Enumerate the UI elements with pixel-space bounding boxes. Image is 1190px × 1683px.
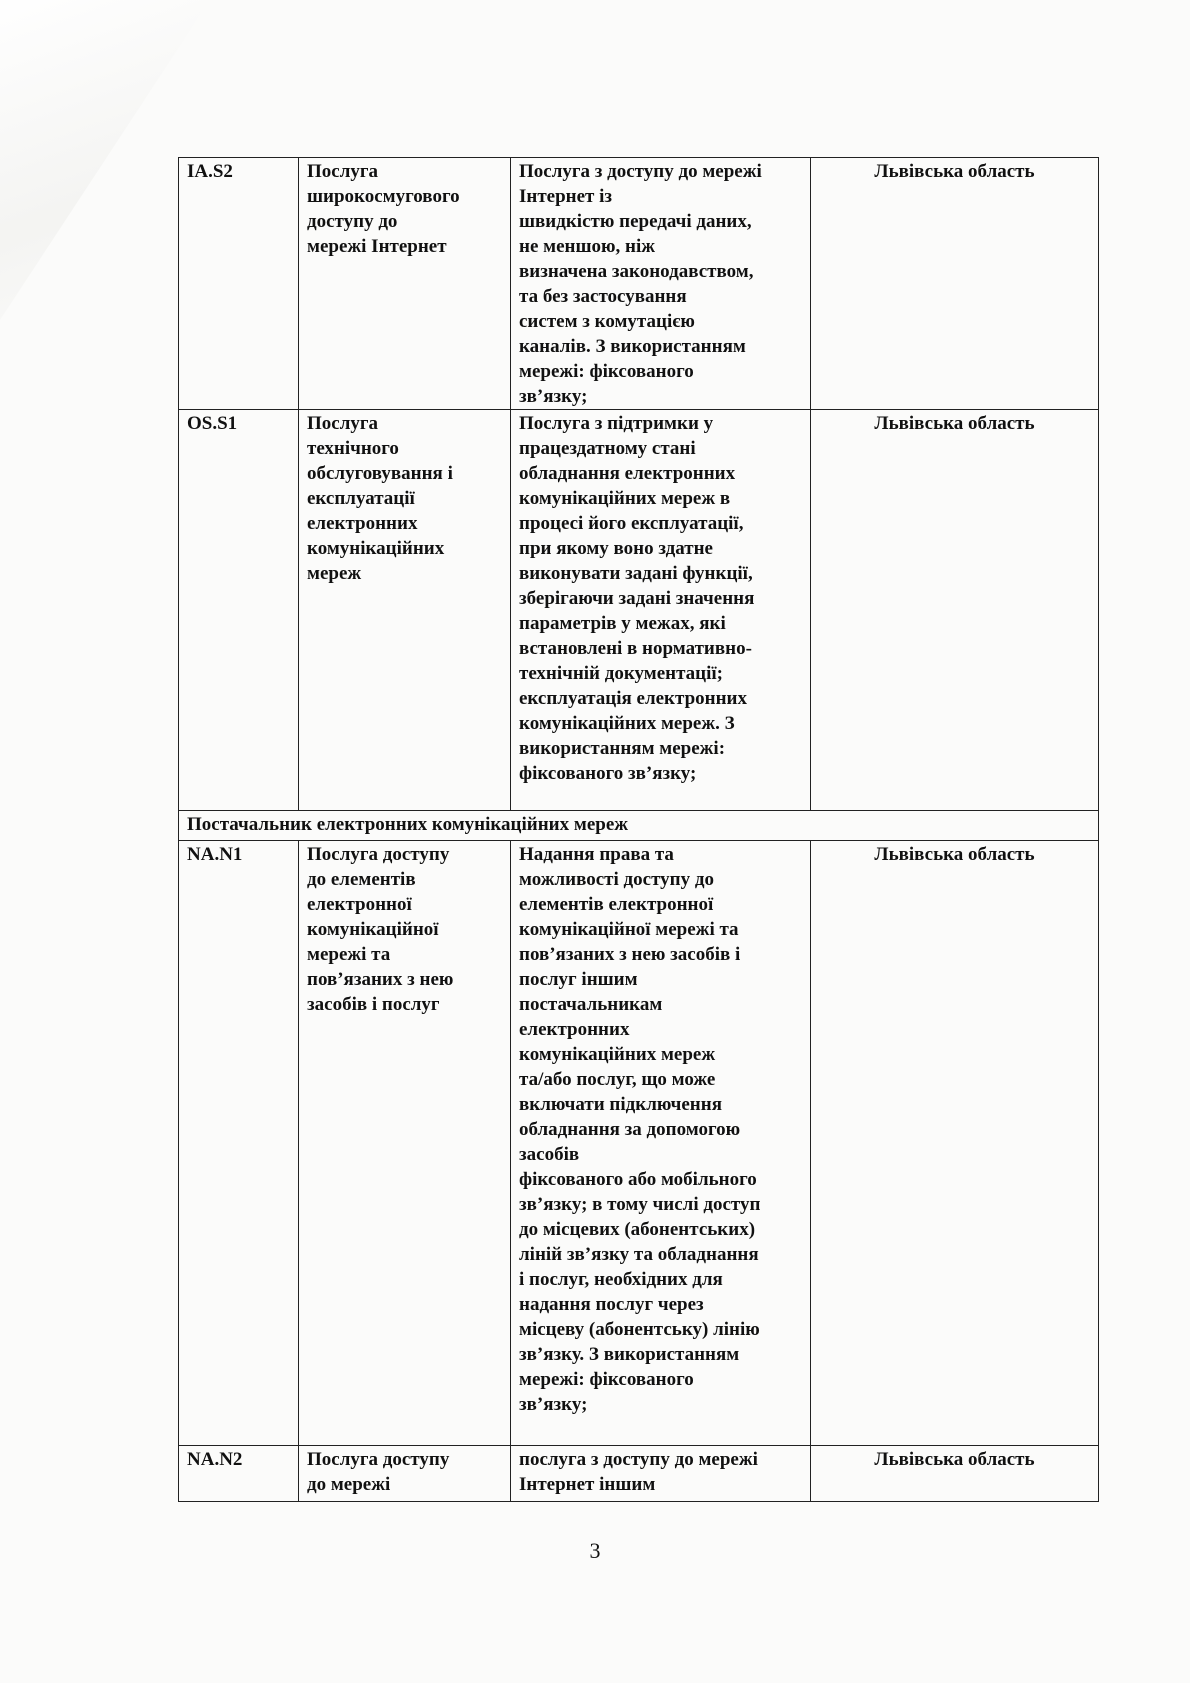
service-code: IA.S2 — [179, 158, 299, 410]
service-region: Львівська область — [811, 1446, 1099, 1502]
services-table — [178, 157, 1099, 1502]
service-region: Львівська область — [811, 410, 1099, 811]
service-description: Послуга з доступу до мережі Інтернет із швидкістю передачі даних, не меншою, ніж визначена законодавством, та без застосування систем з комутацією каналів. З використанням мережі: фіксованого зв’язку; — [511, 158, 811, 410]
service-description: Надання права та можливості доступу до елементів електронної комунікаційної мережі та пов’язаних з нею засобів і послуг іншим постачальникам електронних комунікаційних мереж та/або послуг, що може включати підключення обладнання за допомогою засобів фіксованого або мобільного зв’язку; в тому числі доступ до місцевих (абонентських) ліній зв’язку та обладнання і послуг, необхідних для надання послуг через місцеву (абонентську) лінію зв’язку. З використанням мережі: фіксованого зв’язку; — [511, 841, 811, 1446]
service-region: Львівська область — [811, 841, 1099, 1446]
service-code: OS.S1 — [179, 410, 299, 811]
table-row — [179, 410, 1099, 811]
service-description: послуга з доступу до мережі Інтернет іншим — [511, 1446, 811, 1502]
service-name: Послуга широкосмугового доступу до мережі Інтернет — [299, 158, 511, 410]
service-description: Послуга з підтримки у працездатному стані обладнання електронних комунікаційних мереж в процесі його експлуатації, при якому воно здатне виконувати задані функції, зберігаючи задані значення параметрів у межах, які встановлені в нормативно- технічній документації; експлуатація електронних комунікаційних мереж. З використанням мережі: фіксованого зв’язку; — [511, 410, 811, 811]
section-title: Постачальник електронних комунікаційних мереж — [179, 811, 1099, 841]
service-region: Львівська область — [811, 158, 1099, 410]
section-row — [179, 811, 1099, 841]
service-name: Послуга доступу до мережі — [299, 1446, 511, 1502]
table-row — [179, 1446, 1099, 1502]
table-row — [179, 158, 1099, 410]
service-code: NA.N1 — [179, 841, 299, 1446]
page-number: 3 — [589, 1538, 601, 1563]
service-name: Послуга доступу до елементів електронної комунікаційної мережі та пов’язаних з нею засобів і послуг — [299, 841, 511, 1446]
service-code: NA.N2 — [179, 1446, 299, 1502]
service-name: Послуга технічного обслуговування і експлуатації електронних комунікаційних мереж — [299, 410, 511, 811]
table-row — [179, 841, 1099, 1446]
